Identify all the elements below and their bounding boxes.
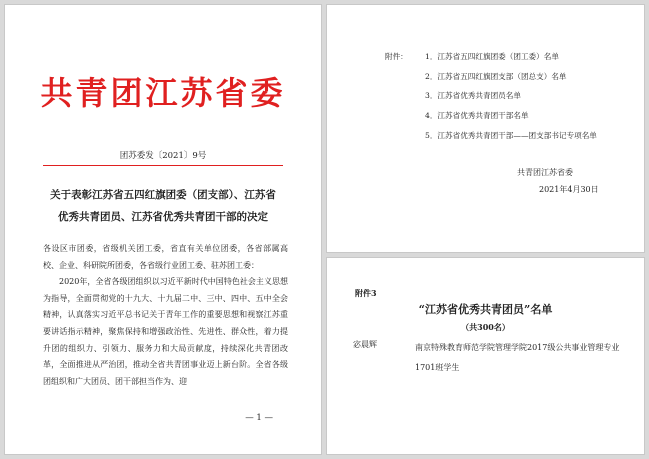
page-attachments [326, 4, 645, 253]
entry-description: 南京特殊教育师范学院管理学院2017级公共事业管理专业1701班学生 [415, 343, 620, 372]
page-attachment-3 [326, 257, 645, 455]
list-title: “江苏省优秀共青团员”名单 [418, 303, 553, 316]
page-number: — 1 — [245, 413, 273, 423]
document-title [25, 184, 301, 228]
attachment-item: 3．江苏省优秀共青团员名单 [425, 91, 521, 101]
page-left [4, 4, 322, 455]
attachment-3-label: 附件3 [355, 288, 377, 298]
title-line-1: 关于表彰江苏省五四红旗团委（团支部）、江苏省 [50, 189, 276, 201]
attachments-label: 附件： [385, 52, 408, 61]
letterhead: 共青团江苏省委 [40, 74, 286, 112]
attachment-item: 4．江苏省优秀共青团干部名单 [425, 111, 529, 121]
document-number: 团苏委发〔2021〕9号 [119, 151, 207, 161]
attachment-list [385, 47, 597, 146]
entry-name: 宓晨辉 [353, 340, 377, 349]
body-paragraph: 2020年，全省各级团组织以习近平新时代中国特色社会主义思想为指导，全面贯彻党的十九大、十九届二中、三中、四中、五中全会精神，认真落实习近平总书记关于青年工作的重要思想和视察江苏重要讲话指示精神，聚焦保持和增强政治性、先进性、群众性，着力提升团的组织力、引领力、服务力和大局贡献度，持续深化共青团改革，全面推进从严治团，推动全省共青团事业迈上新台阶。全省各级团组织和广大团员、团干部担当作为、迎 [43, 277, 288, 386]
list-count: （共300名） [461, 322, 510, 332]
attachment-item: 2．江苏省五四红旗团支部（团总支）名单 [425, 71, 567, 81]
document-body [43, 241, 288, 390]
signing-organization: 共青团江苏省委 [517, 168, 573, 177]
attachment-item: 5．江苏省优秀共青团干部——团支部书记专项名单 [425, 130, 597, 140]
title-line-2: 优秀共青团员、江苏省优秀共青团干部的决定 [58, 211, 268, 223]
attachment-item: 1．江苏省五四红旗团委（团工委）名单 [425, 52, 559, 61]
signing-date: 2021年4月30日 [539, 185, 599, 194]
salutation-paragraph: 各设区市团委，省级机关团工委，省直有关单位团委，各省部属高校、企业、科研院所团委，各省级行业团工委、驻苏团工委： [43, 244, 288, 270]
red-divider [43, 165, 283, 166]
